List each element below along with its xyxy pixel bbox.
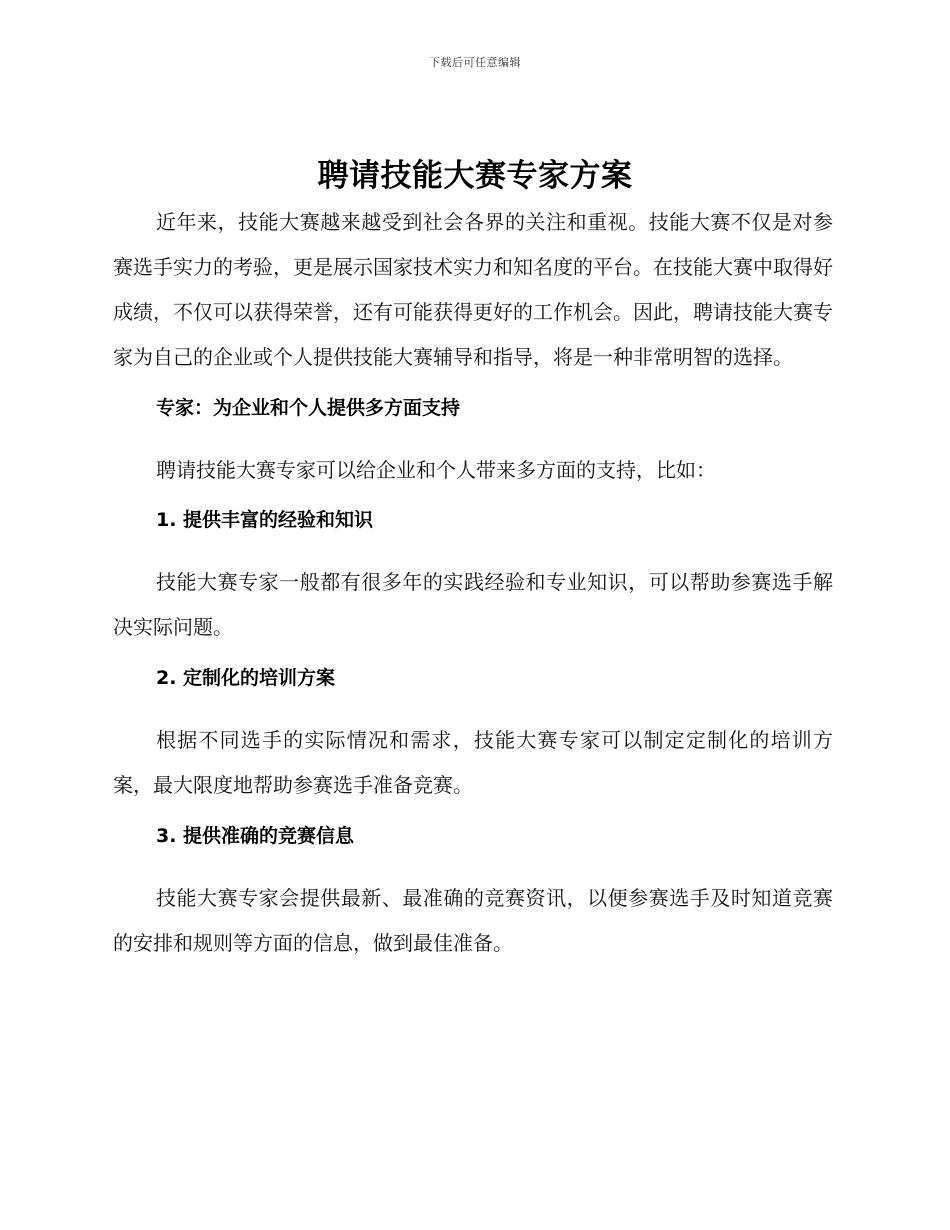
item-heading-1: 1. 提供丰富的经验和知识 <box>156 509 374 531</box>
intro-paragraph: 近年来，技能大赛越来越受到社会各界的关注和重视。技能大赛不仅是对参赛选手实力的考验，更是展示国家技术实力和知名度的平台。在技能大赛中取得好成绩，不仅可以获得荣誉，还有可能获得更好的工作机会。因此，聘请技能大赛专家为自己的企业或个人提供技能大赛辅导和指导，将是一种非常明智的选择。 <box>113 210 833 369</box>
page-header-note: 下载后可任意编辑 <box>429 56 521 69</box>
section-lead-paragraph: 聘请技能大赛专家可以给企业和个人带来多方面的支持，比如： <box>156 458 716 482</box>
section-heading: 专家：为企业和个人提供多方面支持 <box>156 397 461 419</box>
item-heading-2: 2. 定制化的培训方案 <box>156 667 336 689</box>
item-text-1: 技能大赛专家一般都有很多年的实践经验和专业知识，可以帮助参赛选手解决实际问题。 <box>113 570 833 639</box>
item-text-2: 根据不同选手的实际情况和需求，技能大赛专家可以制定定制化的培训方案，最大限度地帮助参赛选手准备竞赛。 <box>113 728 833 797</box>
item-heading-3: 3. 提供准确的竞赛信息 <box>156 825 355 847</box>
document-body <box>113 200 833 979</box>
document-title: 聘请技能大赛专家方案 <box>317 158 633 194</box>
item-text-3: 技能大赛专家会提供最新、最准确的竞赛资讯，以便参赛选手及时知道竞赛的安排和规则等方面的信息，做到最佳准备。 <box>113 886 833 955</box>
